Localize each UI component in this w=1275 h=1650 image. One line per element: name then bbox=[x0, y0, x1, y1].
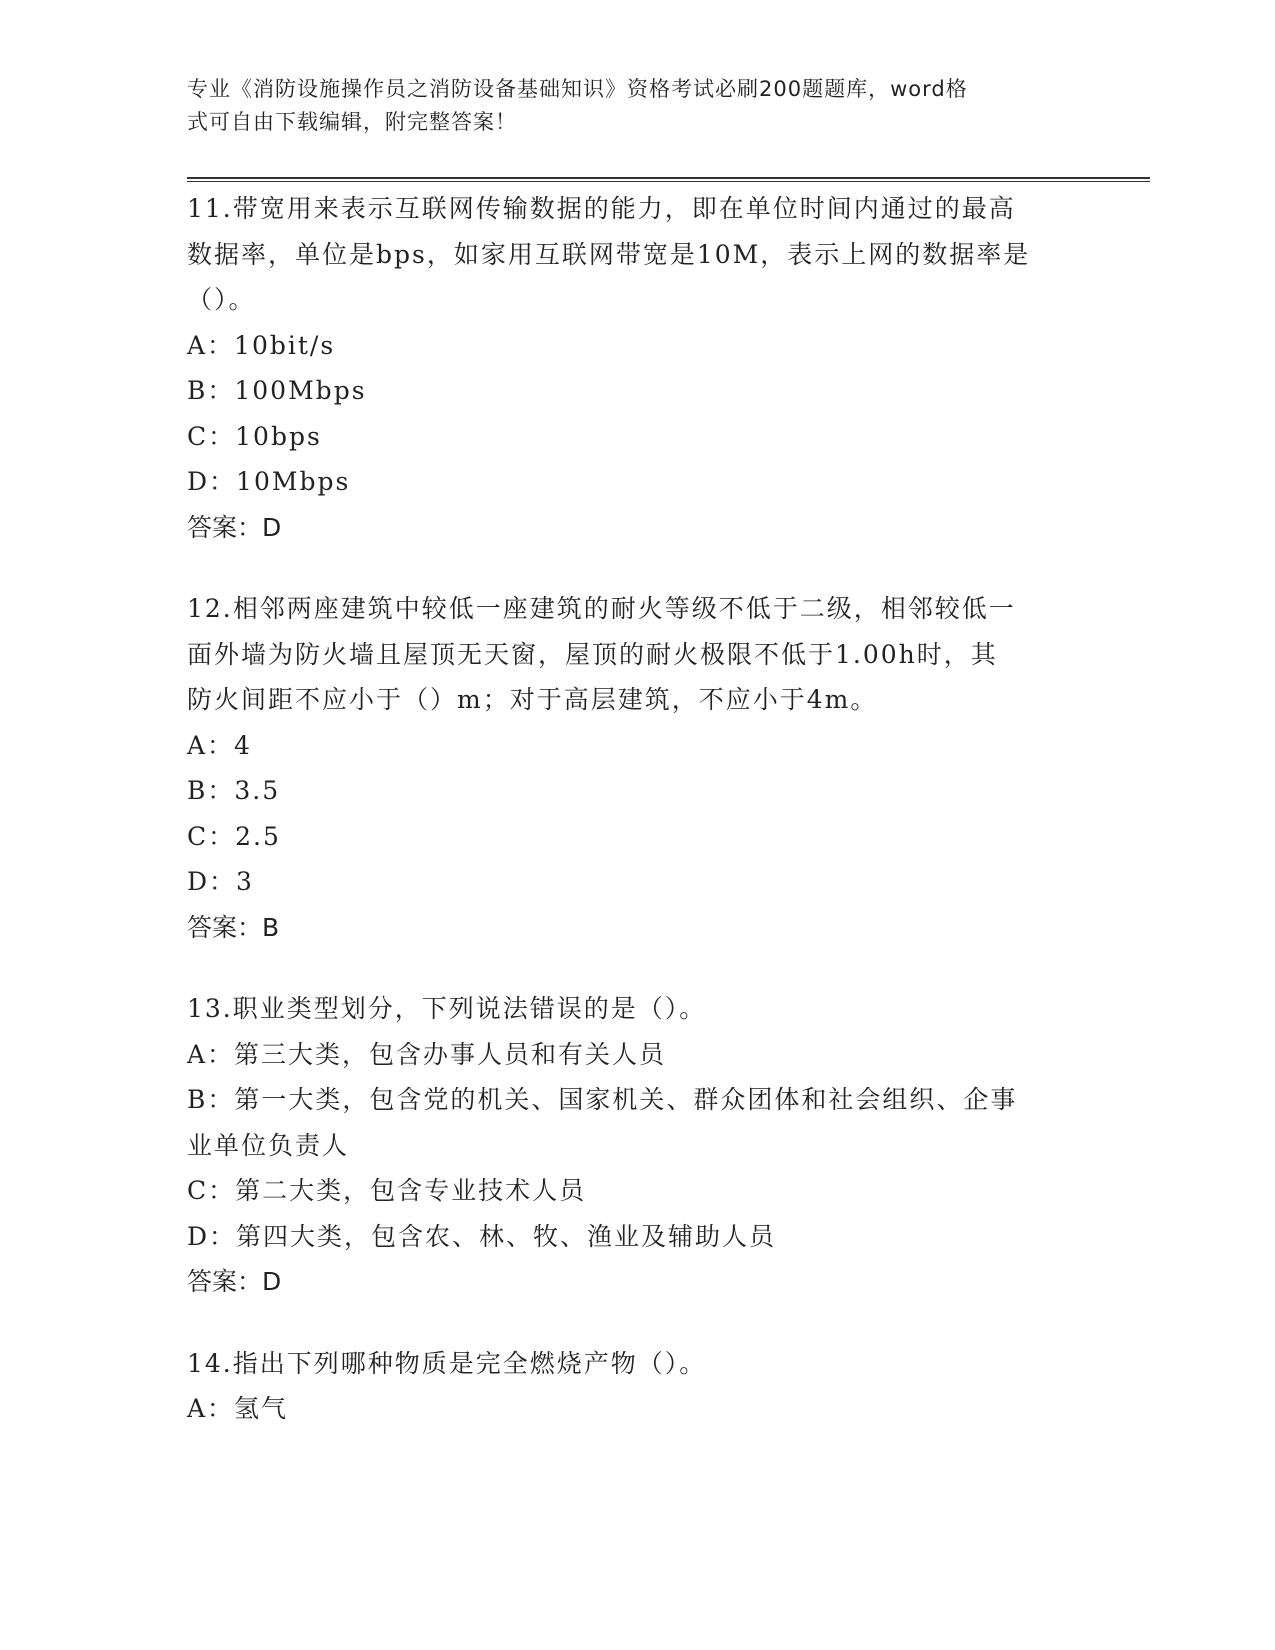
header-divider-thin bbox=[187, 181, 1150, 182]
answer-line: 答案：D bbox=[187, 1267, 282, 1296]
option-d: D：10Mbps bbox=[187, 467, 351, 496]
header-line-1: 专业《消防设施操作员之消防设备基础知识》资格考试必刷200题题库，word格 bbox=[187, 77, 968, 101]
question-13 bbox=[187, 986, 1087, 1305]
question-stem-line: 数据率，单位是bps，如家用互联网带宽是10M，表示上网的数据率是 bbox=[187, 239, 1031, 269]
question-stem-line: （）。 bbox=[187, 285, 256, 314]
header-divider-thick bbox=[187, 177, 1150, 179]
option-a: A：4 bbox=[187, 730, 252, 760]
option-a: A：10bit/s bbox=[187, 330, 336, 360]
question-14 bbox=[187, 1341, 1087, 1432]
option-b: B：3.5 bbox=[187, 776, 281, 805]
option-d: D：第四大类，包含农、林、牧、渔业及辅助人员 bbox=[187, 1221, 777, 1251]
option-a: A：氢气 bbox=[187, 1394, 289, 1423]
option-a: A：第三大类，包含办事人员和有关人员 bbox=[187, 1039, 667, 1069]
answer-line: 答案：B bbox=[187, 912, 280, 942]
option-b-continued: 业单位负责人 bbox=[187, 1130, 350, 1160]
option-c: C：10bps bbox=[187, 421, 322, 451]
option-d: D：3 bbox=[187, 867, 254, 896]
question-list bbox=[187, 186, 1087, 1468]
question-11 bbox=[187, 186, 1087, 550]
question-stem-line: 11.带宽用来表示互联网传输数据的能力，即在单位时间内通过的最高 bbox=[187, 194, 1016, 223]
question-12 bbox=[187, 586, 1087, 950]
document-header bbox=[187, 73, 1067, 139]
header-line-2: 式可自由下载编辑，附完整答案！ bbox=[187, 110, 517, 134]
question-stem-line: 面外墙为防火墙且屋顶无天窗，屋顶的耐火极限不低于1.00h时，其 bbox=[187, 639, 998, 669]
question-stem-line: 12.相邻两座建筑中较低一座建筑的耐火等级不低于二级，相邻较低一 bbox=[187, 594, 1016, 623]
question-stem-line: 防火间距不应小于（）m；对于高层建筑，不应小于4m。 bbox=[187, 685, 878, 714]
option-c: C：2.5 bbox=[187, 821, 281, 851]
question-stem-line: 14.指出下列哪种物质是完全燃烧产物（）。 bbox=[187, 1348, 707, 1378]
option-c: C：第二大类，包含专业技术人员 bbox=[187, 1176, 587, 1205]
question-stem-line: 13.职业类型划分，下列说法错误的是（）。 bbox=[187, 994, 707, 1023]
answer-line: 答案：D bbox=[187, 512, 282, 542]
option-b: B：100Mbps bbox=[187, 376, 367, 405]
option-b: B：第一大类，包含党的机关、国家机关、群众团体和社会组织、企事 bbox=[187, 1085, 1018, 1114]
